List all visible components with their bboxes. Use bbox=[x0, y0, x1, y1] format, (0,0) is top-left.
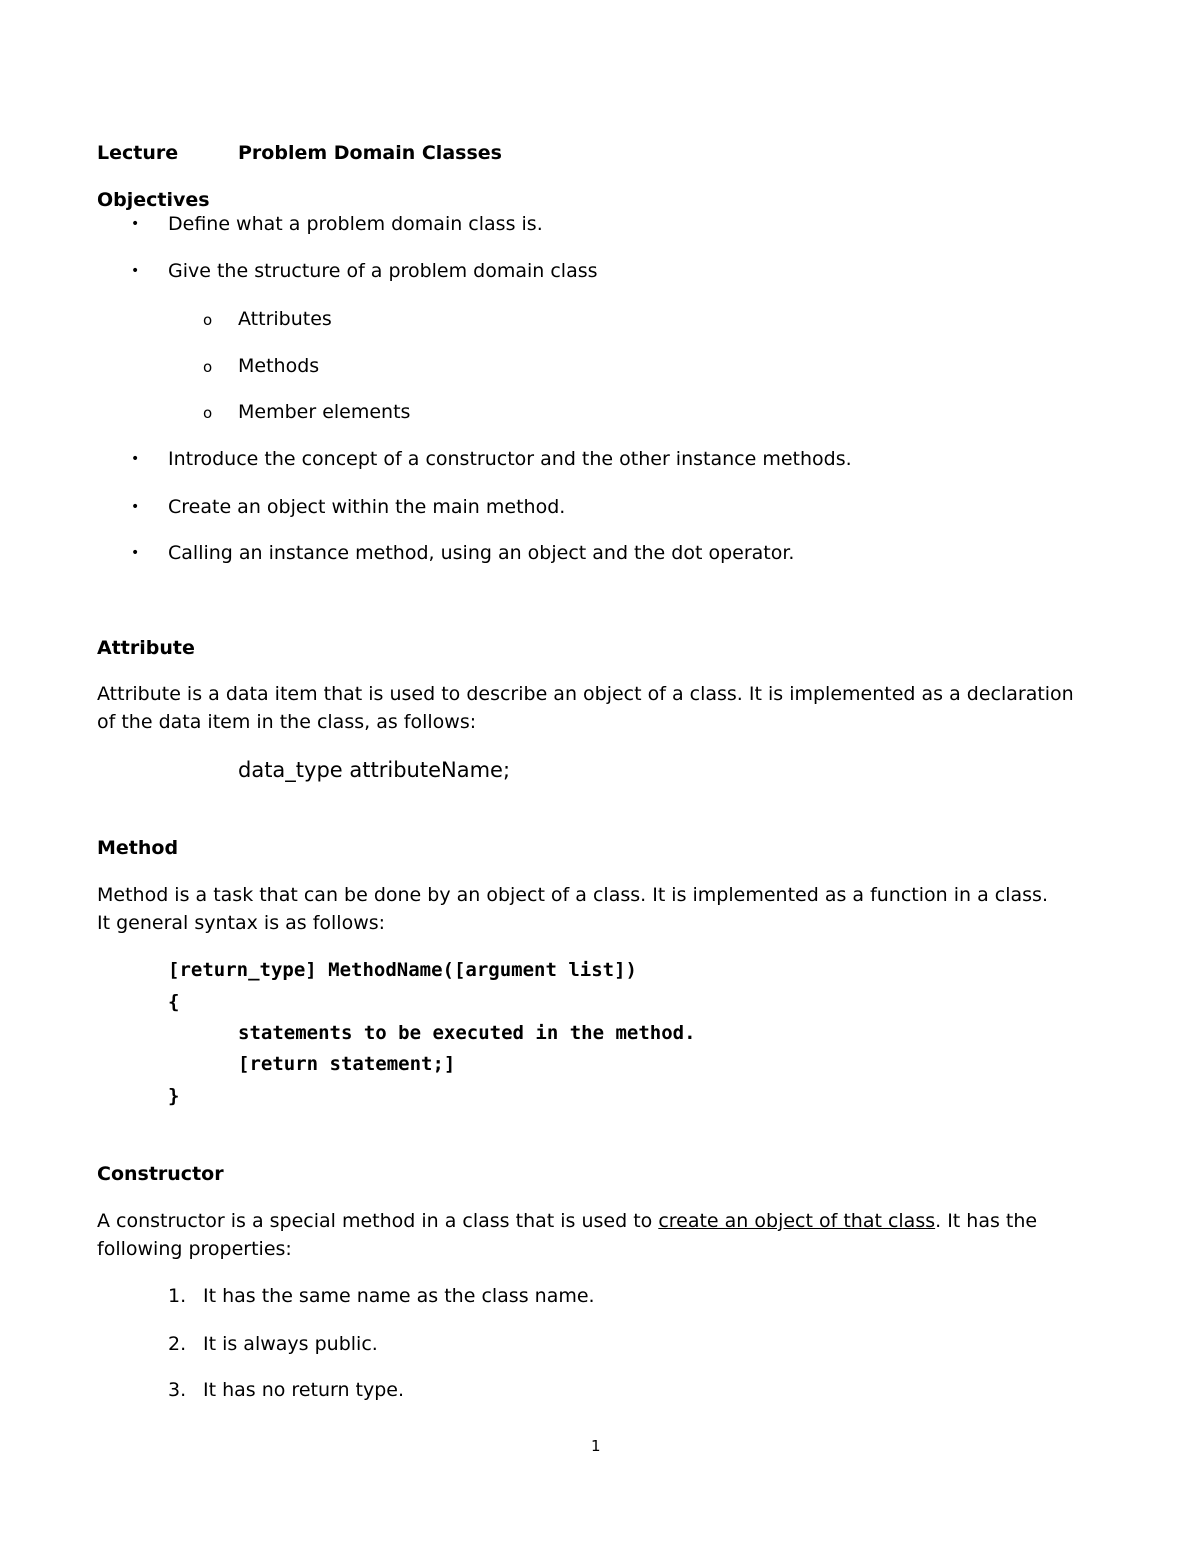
list-number: 2. bbox=[168, 1333, 187, 1355]
bullet-icon: • bbox=[131, 263, 140, 279]
objective-subitem: Attributes bbox=[238, 308, 332, 330]
method-paragraph-line: Method is a task that can be done by an object of a class. It is implemented as a function in a class. bbox=[97, 884, 1048, 906]
objective-item: Create an object within the main method. bbox=[168, 496, 566, 518]
attribute-paragraph-line: Attribute is a data item that is used to describe an object of a class. It is implemented as a declaration bbox=[97, 683, 1074, 705]
bullet-icon: • bbox=[131, 499, 140, 515]
objective-subitem: Member elements bbox=[238, 401, 411, 423]
method-paragraph-line: It general syntax is as follows: bbox=[97, 912, 386, 934]
code-line: statements to be executed in the method. bbox=[238, 1022, 696, 1044]
code-line: } bbox=[168, 1085, 180, 1107]
constructor-text: A constructor is a special method in a class that is used to bbox=[97, 1210, 659, 1232]
page-title: Problem Domain Classes bbox=[238, 142, 502, 164]
objectives-heading: Objectives bbox=[97, 189, 210, 211]
objective-subitem: Methods bbox=[238, 355, 320, 377]
attribute-paragraph-line: of the data item in the class, as follows: bbox=[97, 711, 477, 733]
bullet-icon: • bbox=[131, 451, 140, 467]
constructor-text: . It has the bbox=[935, 1210, 1038, 1232]
list-item: It has no return type. bbox=[203, 1379, 405, 1401]
lecture-label: Lecture bbox=[97, 142, 179, 164]
attribute-syntax: data_type attributeName; bbox=[238, 758, 511, 782]
constructor-paragraph-line bbox=[97, 1207, 1037, 1235]
list-number: 3. bbox=[168, 1379, 187, 1401]
list-item: It is always public. bbox=[203, 1333, 378, 1355]
list-item: It has the same name as the class name. bbox=[203, 1285, 595, 1307]
code-line: [return_type] MethodName([argument list]) bbox=[168, 959, 637, 981]
list-number: 1. bbox=[168, 1285, 187, 1307]
code-line: [return statement;] bbox=[238, 1053, 456, 1075]
objective-item: Give the structure of a problem domain class bbox=[168, 260, 598, 282]
method-heading: Method bbox=[97, 837, 179, 859]
sub-bullet-icon: o bbox=[203, 358, 213, 376]
objective-item: Define what a problem domain class is. bbox=[168, 213, 543, 235]
attribute-heading: Attribute bbox=[97, 637, 195, 659]
bullet-icon: • bbox=[131, 545, 140, 561]
underlined-phrase: create an object of that class bbox=[658, 1210, 936, 1232]
sub-bullet-icon: o bbox=[203, 404, 213, 422]
constructor-heading: Constructor bbox=[97, 1163, 224, 1185]
objective-item: Calling an instance method, using an object and the dot operator. bbox=[168, 542, 795, 564]
objective-item: Introduce the concept of a constructor and the other instance methods. bbox=[168, 448, 852, 470]
bullet-icon: • bbox=[131, 216, 140, 232]
constructor-paragraph-line: following properties: bbox=[97, 1238, 292, 1260]
code-line: { bbox=[168, 991, 180, 1013]
page-number: 1 bbox=[591, 1437, 601, 1455]
sub-bullet-icon: o bbox=[203, 311, 213, 329]
